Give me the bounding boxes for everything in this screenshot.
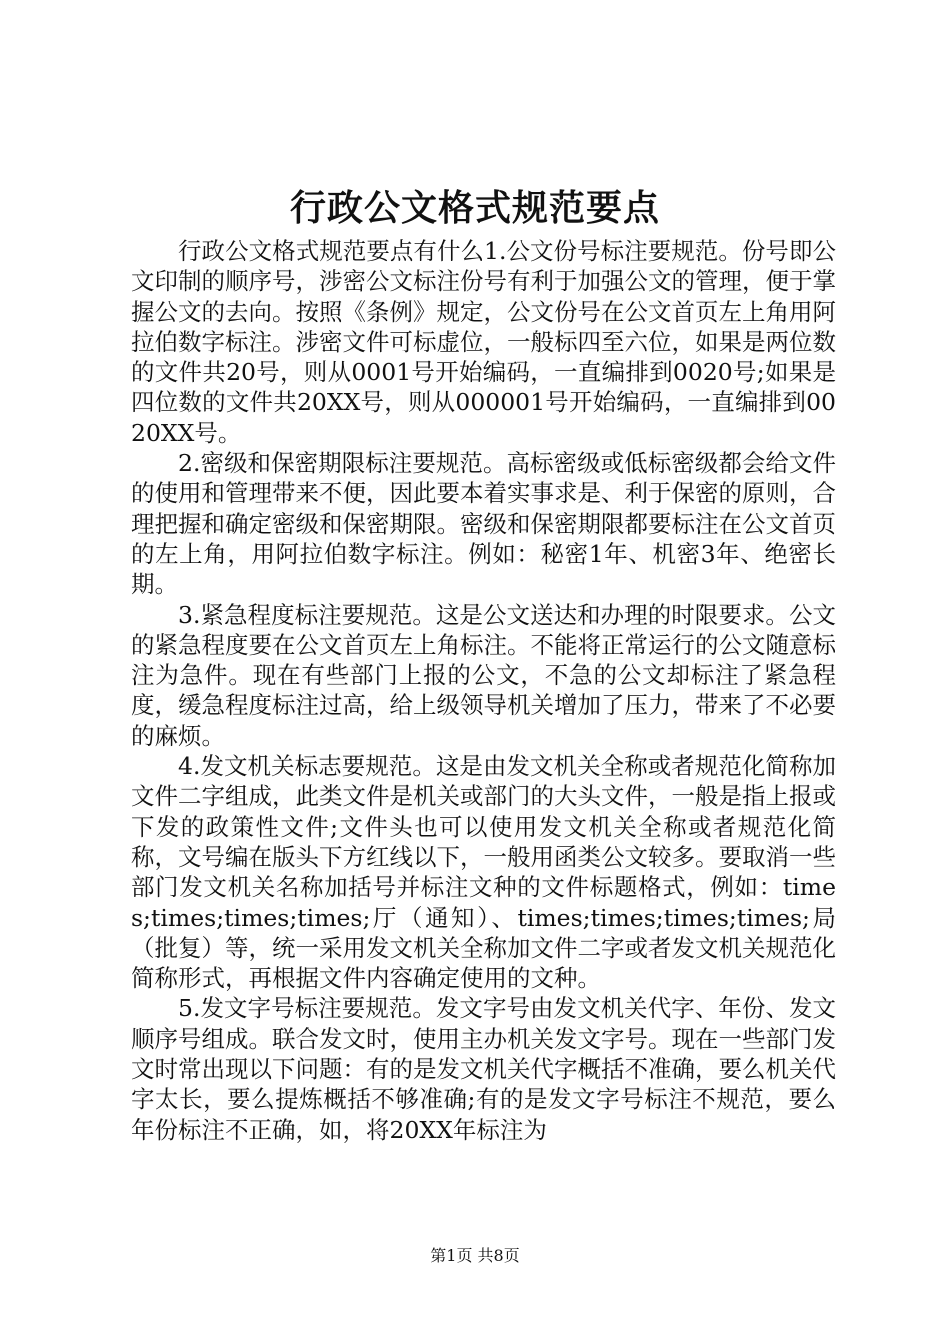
paragraph-4: 4.发文机关标志要规范。这是由发文机关全称或者规范化简称加文件二字组成，此类文件是机关或部门的大头文件，一般是指上报或下发的政策性文件;文件头也可以使用发文机关全称或者规范化简称，文号编在版头下方红线以下，一般用函类公文较多。要取消一些部门发文机关名称加括号并标注文种的文件标题格式，例如：times;times;times;times;厅（通知）、times;times;times;times;局（批复）等，统一采用发文机关全称加文件二字或者发文机关规范化简称形式，再根据文件内容确定使用的文种。 <box>131 752 836 993</box>
paragraph-1: 行政公文格式规范要点有什么1.公文份号标注要规范。份号即公文印制的顺序号，涉密公文标注份号有利于加强公文的管理，便于掌握公文的去向。按照《条例》规定，公文份号在公文首页左上角用阿拉伯数字标注。涉密文件可标虚位，一般标四至六位，如果是两位数的文件共20号，则从0001号开始编码，一直编排到0020号;如果是四位数的文件共20XX号，则从000001号开始编码，一直编排到0020XX号。 <box>131 237 836 447</box>
paragraph-2: 2.密级和保密期限标注要规范。高标密级或低标密级都会给文件的使用和管理带来不便，因此要本着实事求是、利于保密的原则，合理把握和确定密级和保密期限。密级和保密期限都要标注在公文首页的左上角，用阿拉伯数字标注。例如：秘密1年、机密3年、绝密长期。 <box>131 449 836 599</box>
document-title: 行政公文格式规范要点 <box>289 187 660 229</box>
paragraph-3: 3.紧急程度标注要规范。这是公文送达和办理的时限要求。公文的紧急程度要在公文首页左上角标注。不能将正常运行的公文随意标注为急件。现在有些部门上报的公文，不急的公文却标注了紧急程度，缓急程度标注过高，给上级领导机关增加了压力，带来了不必要的麻烦。 <box>131 600 836 750</box>
page-number-footer: 第1页 共8页 <box>430 1246 520 1265</box>
document-body <box>131 236 836 1145</box>
paragraph-5: 5.发文字号标注要规范。发文字号由发文机关代字、年份、发文顺序号组成。联合发文时，使用主办机关发文字号。现在一些部门发文时常出现以下问题：有的是发文机关代字概括不准确，要么机关代字太长，要么提炼概括不够准确;有的是发文字号标注不规范，要么年份标注不正确，如，将20XX年标注为 <box>131 994 836 1144</box>
